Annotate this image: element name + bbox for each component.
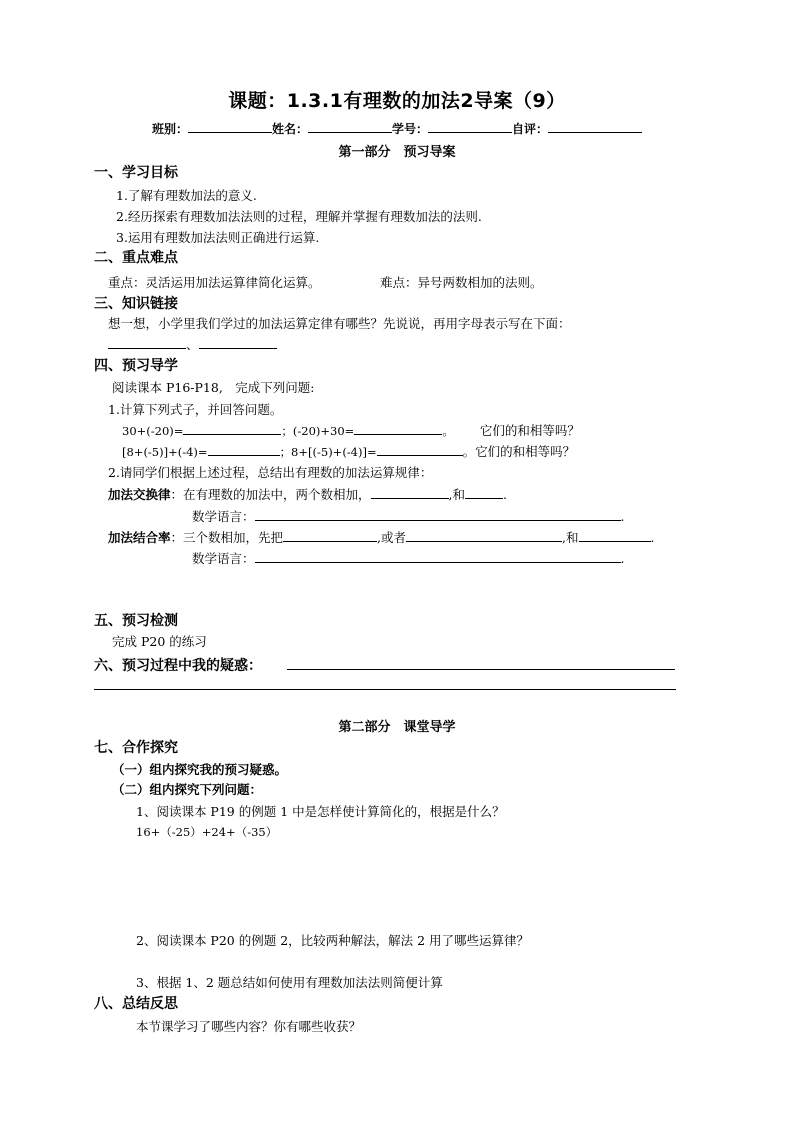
name-label: 姓名：	[272, 122, 309, 136]
goal-item-2: 2.经历探索有理数加法法则的过程，理解并掌握有理数加法的法则.	[116, 209, 482, 224]
commutative-law-text: ：在有理数的加法中，两个数相加，	[170, 487, 371, 502]
name-field[interactable]	[308, 122, 392, 133]
expression-row-2	[122, 442, 575, 460]
goal-item-3: 3.运用有理数加法法则正确进行运算.	[116, 230, 320, 245]
associative-and: ,和	[562, 530, 579, 545]
self-eval-label: 自评：	[512, 122, 549, 136]
section5-heading: 五、预习检测	[94, 613, 178, 629]
explore-question-1-expression: 16+（-25）+24+（-35）	[136, 825, 278, 839]
student-info-line	[152, 120, 642, 137]
reading-intro: 阅读课本 P16-P18, 完成下列问题:	[112, 380, 315, 395]
section4-heading: 四、预习导学	[94, 358, 178, 374]
knowledge-link-text: 想一想，小学里我们学过的加法运算定律有哪些？先说说，再用字母表示写在下面：	[108, 316, 571, 331]
doubts-answer-line-1[interactable]	[287, 669, 675, 670]
page-title: 课题：1.3.1有理数的加法2导案（9）	[228, 90, 566, 112]
commutative-math-field[interactable]	[255, 510, 621, 521]
expr-2b-answer[interactable]	[377, 445, 463, 456]
reflection-text: 本节课学习了哪些内容？你有哪些收获？	[136, 1019, 362, 1034]
associative-math-field[interactable]	[255, 552, 621, 563]
preview-check-text: 完成 P20 的练习	[112, 634, 207, 649]
commutative-law-row	[108, 485, 507, 503]
law-answer-field-2[interactable]	[199, 338, 277, 349]
expr-1b-answer[interactable]	[354, 424, 442, 435]
period: .	[620, 551, 625, 566]
law-answer-line	[108, 335, 277, 353]
class-label: 班别：	[152, 122, 189, 136]
associative-field-1[interactable]	[283, 531, 377, 542]
section7-heading: 七、合作探究	[94, 740, 178, 756]
goal-item-1: 1.了解有理数加法的意义.	[116, 188, 257, 203]
number-label: 学号：	[392, 122, 429, 136]
section6-heading: 六、预习过程中我的疑惑：	[94, 658, 262, 674]
associative-or: ,或者	[377, 530, 407, 545]
commutative-law-label: 加法交换律	[108, 487, 171, 502]
associative-field-2[interactable]	[406, 531, 562, 542]
sub-question-2: （二）组内探究下列问题：	[112, 782, 263, 797]
section3-heading: 三、知识链接	[94, 296, 178, 312]
part1-heading: 第一部分 预习导案	[338, 145, 456, 160]
section2-heading: 二、重点难点	[94, 250, 178, 266]
expr-1-end: 。	[442, 424, 454, 438]
commutative-math-row	[192, 507, 625, 525]
question-2-text: 2.请同学们根据上述过程，总结出有理数的加法运算规律：	[108, 465, 433, 480]
difficulty-text: 难点：异号两数相加的法则。	[380, 275, 543, 290]
class-field[interactable]	[188, 122, 272, 133]
expr-2a: [8+(-5)]+(-4)=	[122, 445, 208, 459]
key-point-text: 重点：灵活运用加法运算律简化运算。	[108, 275, 321, 290]
period: .	[620, 509, 625, 524]
math-language-label: 数学语言：	[192, 509, 255, 524]
associative-field-3[interactable]	[579, 531, 651, 542]
associative-law-label: 加法结合率	[108, 530, 171, 545]
explore-question-2: 2、阅读课本 P20 的例题 2，比较两种解法，解法 2 用了哪些运算律？	[136, 933, 530, 948]
math-language-label: 数学语言：	[192, 551, 255, 566]
expr-1a-answer[interactable]	[183, 424, 281, 435]
self-eval-field[interactable]	[548, 122, 642, 133]
expr-2b: ；8+[(-5)+(-4)]=	[279, 445, 377, 459]
expr-1a: 30+(-20)=	[122, 424, 184, 438]
period: .	[650, 530, 655, 545]
section1-heading: 一、学习目标	[94, 165, 178, 181]
sub-question-1: （一）组内探究我的预习疑惑。	[112, 762, 288, 777]
associative-law-row	[108, 528, 654, 546]
number-field[interactable]	[428, 122, 512, 133]
expr-1b: ；(-20)+30=	[281, 424, 355, 438]
commutative-field-1[interactable]	[371, 488, 449, 499]
period: .	[503, 487, 507, 502]
expr-2-question: 。它们的和相等吗？	[462, 444, 576, 459]
expr-1-question: 它们的和相等吗？	[479, 423, 580, 438]
law-separator: 、	[186, 337, 199, 352]
associative-math-row	[192, 549, 625, 567]
law-answer-field-1[interactable]	[108, 338, 186, 349]
explore-question-1: 1、阅读课本 P19 的例题 1 中是怎样使计算简化的，根据是什么？	[136, 804, 505, 819]
expression-row-1	[122, 421, 580, 439]
doubts-answer-line-2[interactable]	[94, 689, 676, 690]
expr-2a-answer[interactable]	[208, 445, 280, 456]
commutative-and: ,和	[448, 487, 466, 502]
question-1-text: 1.计算下列式子，并回答问题。	[108, 402, 283, 417]
associative-law-text: ：三个数相加，先把	[170, 530, 284, 545]
commutative-field-2[interactable]	[465, 488, 503, 499]
explore-question-3: 3、根据 1、2 题总结如何使用有理数加法法则简便计算	[136, 975, 443, 990]
section8-heading: 八、总结反思	[94, 996, 178, 1012]
part2-heading: 第二部分 课堂导学	[338, 720, 456, 735]
